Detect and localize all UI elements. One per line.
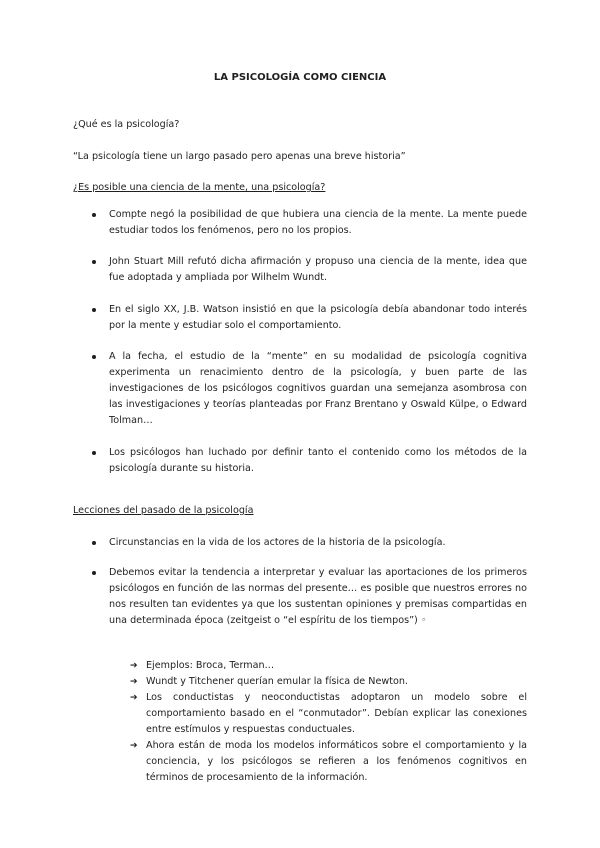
section-heading: ¿Es posible una ciencia de la mente, una psicología? xyxy=(73,182,326,193)
sub-list-item xyxy=(130,690,527,738)
sub-item-text: Wundt y Titchener querían emular la física de Newton. xyxy=(146,676,408,687)
sub-item-text: Ahora están de moda los modelos informáticos sobre el comportamiento y la conciencia, y los psicólogos se refieren a los fenómenos cognitivos en términos de procesamiento de la información. xyxy=(146,740,527,783)
list-item: Compte negó la posibilidad de que hubiera una ciencia de la mente. La mente puede estudiar todos los fenómenos, pero no los propios. xyxy=(109,207,527,239)
sub-item-text: Los conductistas y neoconductistas adoptaron un modelo sobre el comportamiento basado en el “conmutador”. Debían explicar las conexiones entre estímulos y respuestas conductuales. xyxy=(146,692,527,735)
arrow-icon: ➔ xyxy=(130,741,138,751)
sub-list-item xyxy=(130,738,527,786)
list-item: Debemos evitar la tendencia a interpretar y evaluar las aportaciones de los primeros psicólogos en función de las normas del presente… es posible que nuestros errores no nos resulten tan evidentes ya que los sustentan opiniones y premisas compartidas en una determinada época (zeitgeist o “el espíritu de los tiempos”) ◦ xyxy=(109,565,527,629)
sub-list-item xyxy=(130,658,527,674)
list-item: En el siglo XX, J.B. Watson insistió en que la psicología debía abandonar todo interés por la mente y estudiar solo el comportamiento. xyxy=(109,302,527,334)
sub-item-text: Ejemplos: Broca, Terman… xyxy=(146,660,275,671)
question-text: ¿Qué es la psicología? xyxy=(73,119,180,130)
arrow-icon: ➔ xyxy=(130,693,138,703)
list-item: John Stuart Mill refutó dicha afirmación y propuso una ciencia de la mente, idea que fue adoptada y ampliada por Wilhelm Wundt. xyxy=(109,254,527,286)
sub-list-item xyxy=(130,674,527,690)
document-title: LA PSICOLOGÍA COMO CIENCIA xyxy=(213,72,387,83)
quote-text: “La psicología tiene un largo pasado pero apenas una breve historia” xyxy=(73,151,406,162)
arrow-icon: ➔ xyxy=(130,661,138,671)
list-item: Los psicólogos han luchado por definir tanto el contenido como los métodos de la psicología durante su historia. xyxy=(109,445,527,477)
list-item: Circunstancias en la vida de los actores de la historia de la psicología. xyxy=(109,535,527,551)
arrow-icon: ➔ xyxy=(130,677,138,687)
list-item: A la fecha, el estudio de la “mente” en su modalidad de psicología cognitiva experimenta un renacimiento dentro de la psicología, y buen parte de las investigaciones de los psicólogos cognitivos guardan una semejanza asombrosa con las investigaciones y teorías planteadas por Franz Brentano y Oswald Külpe, o Edward Tolman… xyxy=(109,349,527,429)
section-heading: Lecciones del pasado de la psicología xyxy=(73,505,254,516)
